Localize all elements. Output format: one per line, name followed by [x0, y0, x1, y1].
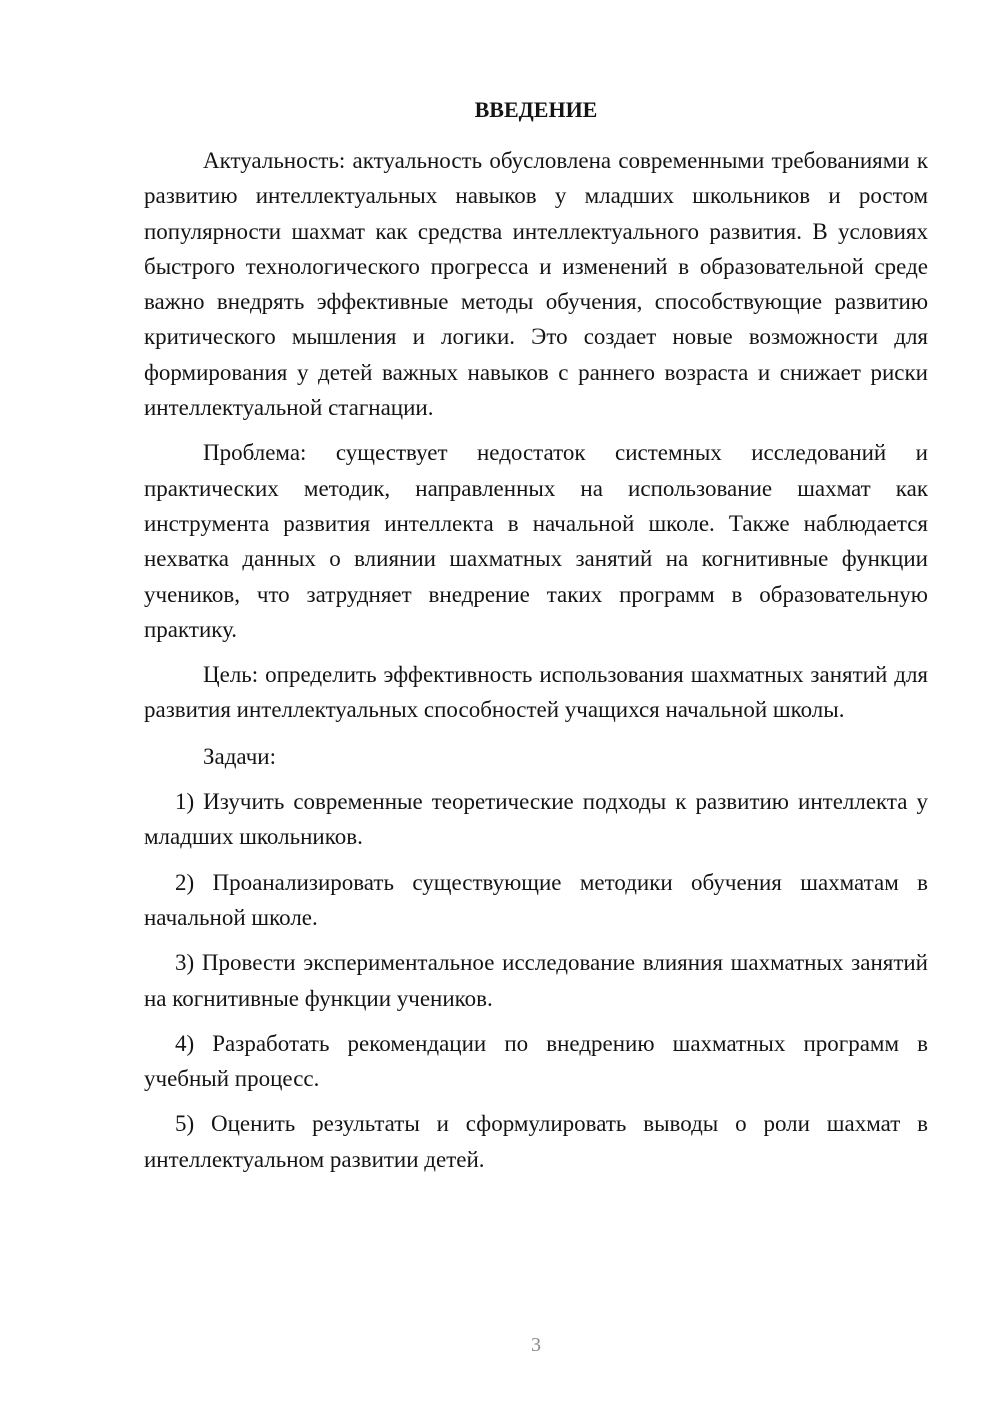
page-number: 3 — [531, 1334, 541, 1356]
paragraph-problem: Проблема: существует недостаток системных исследований и практических методик, направленных на использование шахмат как инструмента развития интеллекта в начальной школе. Также наблюдается нехватка данных о влиянии шахматных занятий на когнитивные функции учеников, что затрудняет внедрение таких программ в образовательную практику. — [144, 440, 928, 642]
task-item: 5) Оценить результаты и сформулировать выводы о роли шахмат в интеллектуальном развитии детей. — [144, 1111, 928, 1172]
task-item: 1) Изучить современные теоретические подходы к развитию интеллекта у младших школьников. — [144, 789, 928, 850]
paragraph-relevance: Актуальность: актуальность обусловлена современными требованиями к развитию интеллектуальных навыков у младших школьников и ростом популярности шахмат как средства интеллектуального развития. В условиях быстрого технологического прогресса и изменений в образовательной среде важно внедрять эффективные методы обучения, способствующие развитию критического мышления и логики. Это создает новые возможности для формирования у детей важных навыков с раннего возраста и снижает риски интеллектуальной стагнации. — [144, 148, 928, 421]
task-item: 2) Проанализировать существующие методики обучения шахматам в начальной школе. — [144, 869, 928, 930]
paragraph-goal: Цель: определить эффективность использования шахматных занятий для развития интеллектуальных способностей учащихся начальной школы. — [144, 662, 928, 723]
page-body — [144, 92, 928, 1177]
tasks-label: Задачи: — [203, 743, 276, 769]
task-item: 3) Провести экспериментальное исследование влияния шахматных занятий на когнитивные функции учеников. — [144, 950, 928, 1011]
section-title: ВВЕДЕНИЕ — [474, 97, 598, 122]
tasks-list — [144, 784, 928, 1177]
task-item: 4) Разработать рекомендации по внедрению шахматных программ в учебный процесс. — [144, 1030, 928, 1092]
